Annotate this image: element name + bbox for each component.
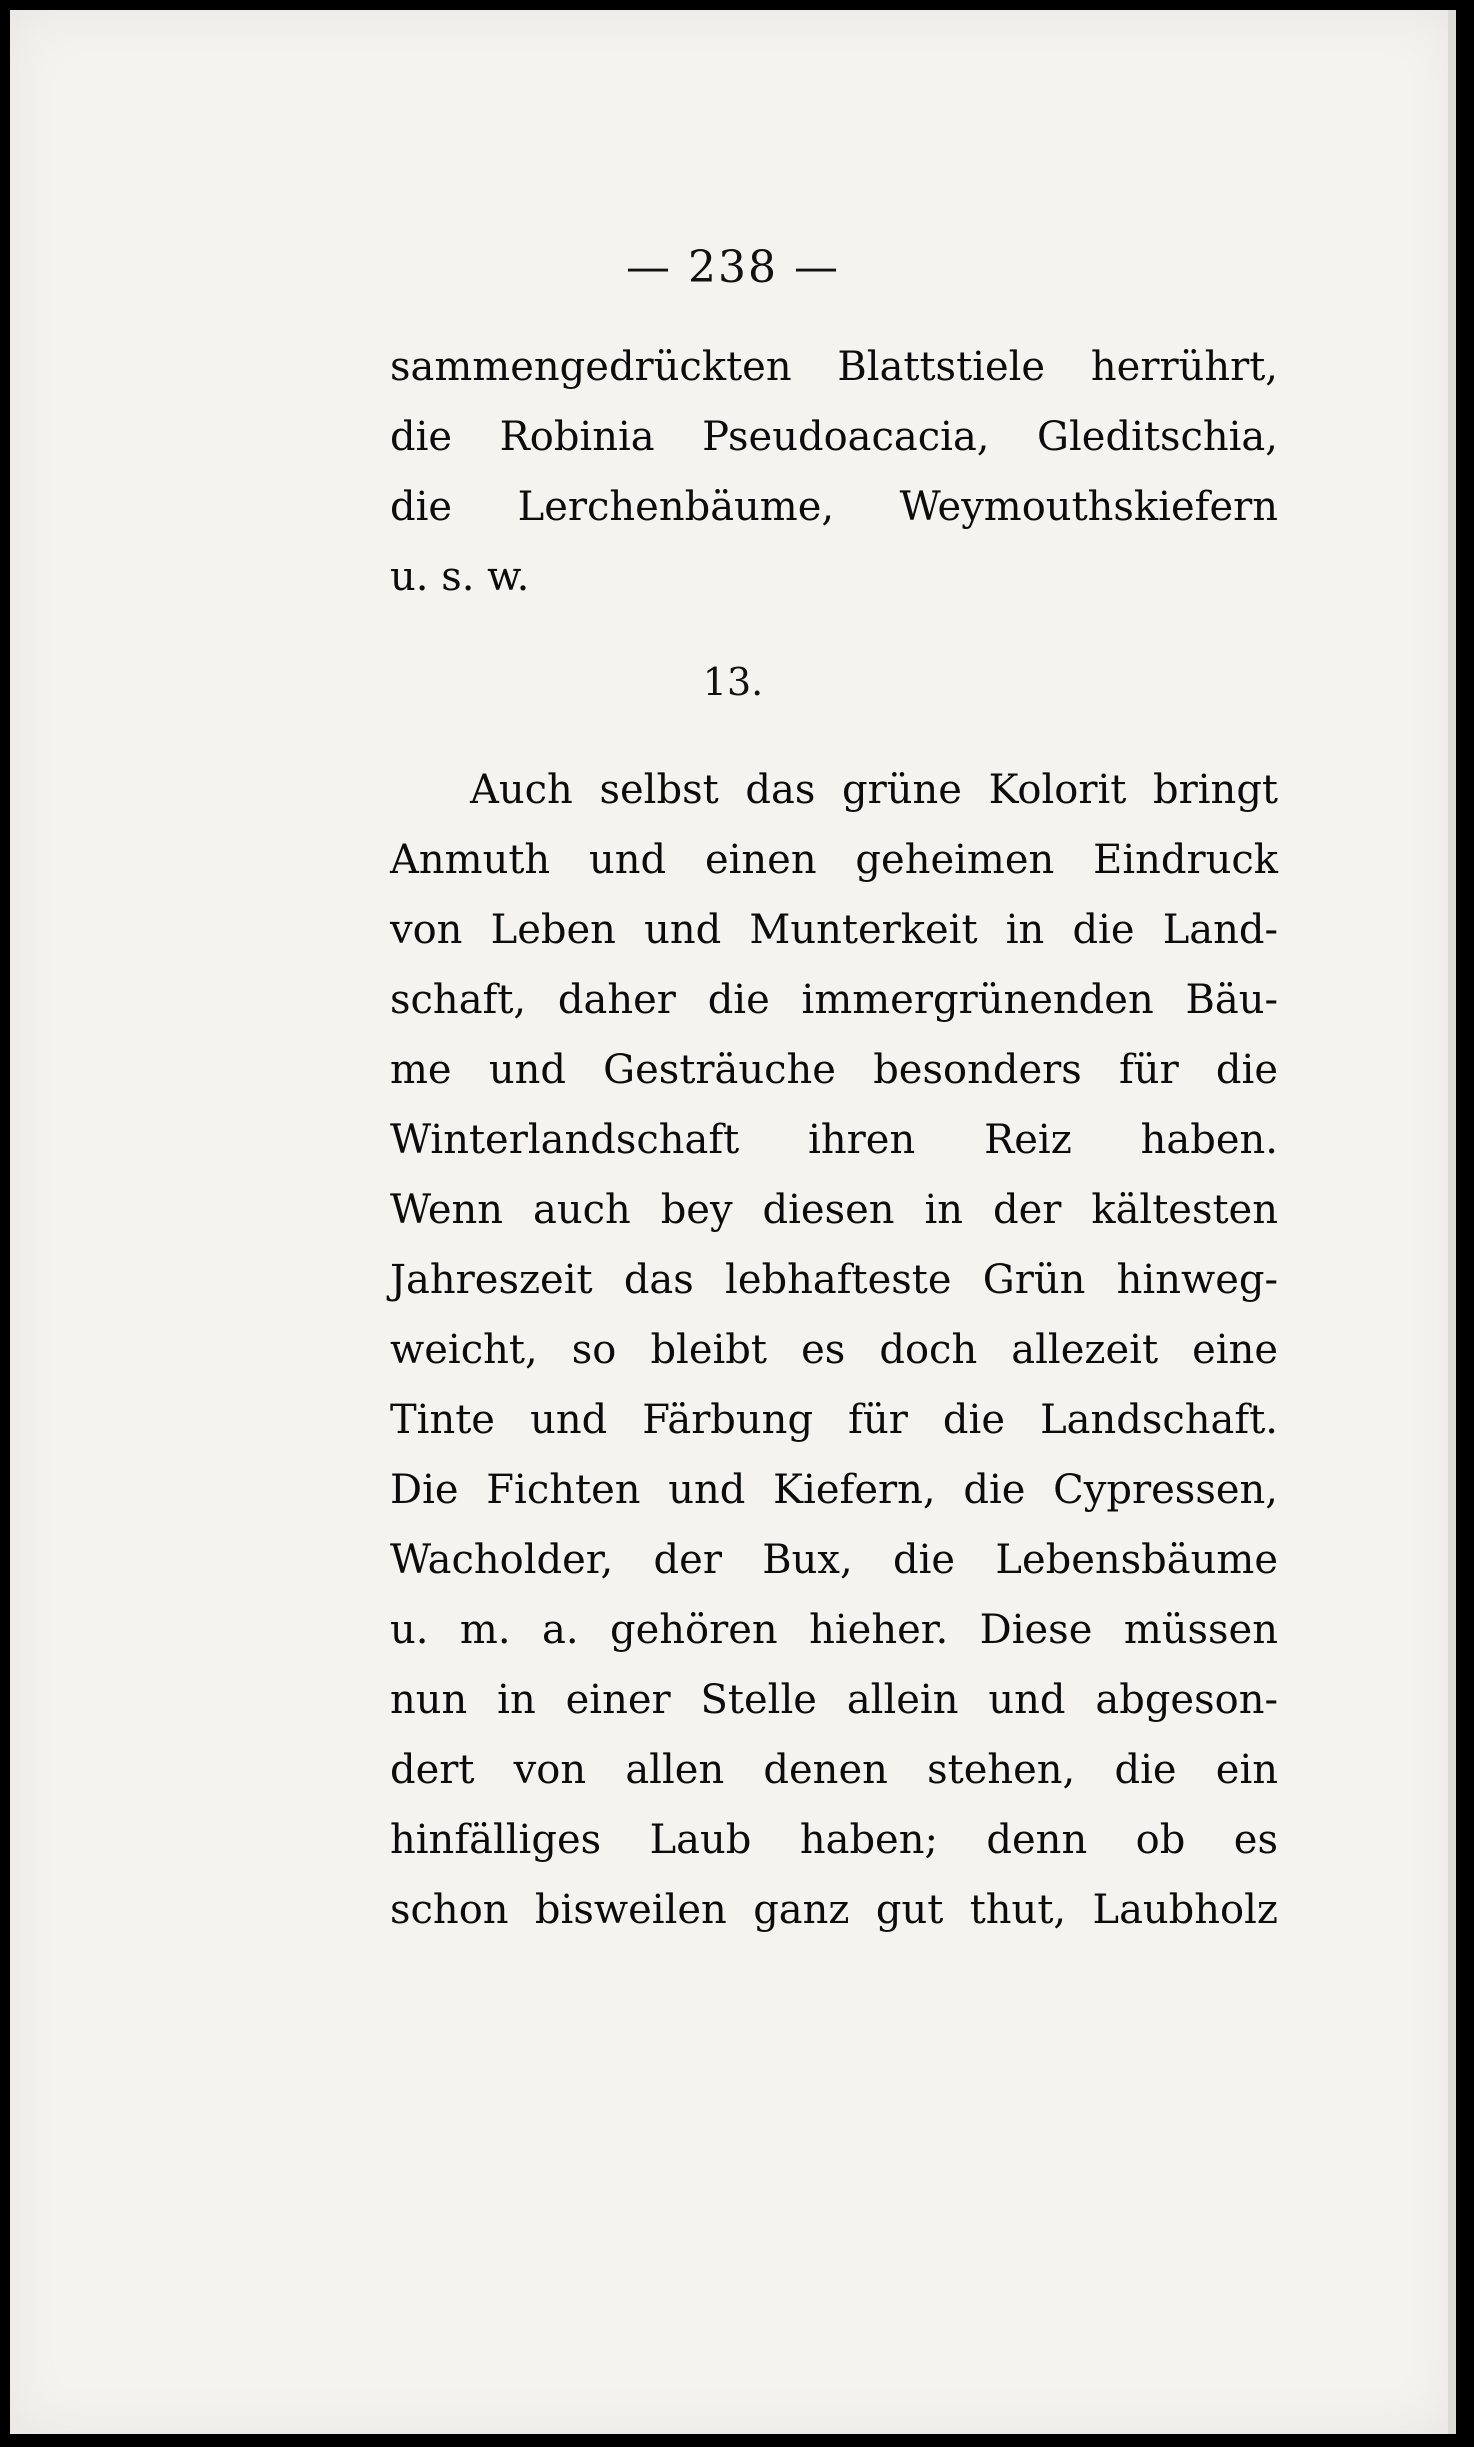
text-line: Anmuth und einen geheimen Eindruck [390, 837, 1278, 883]
text-line: u. m. a. gehören hieher. Diese müssen [390, 1607, 1278, 1653]
text-line: dert von allen denen stehen, die ein [390, 1747, 1278, 1793]
continued-paragraph [390, 332, 1278, 612]
text-line: von Leben und Munterkeit in die Land- [390, 907, 1278, 953]
text-line: Jahreszeit das lebhafteste Grün hinweg- [390, 1257, 1278, 1303]
text-line: die Lerchenbäume, Weymouthskiefern [390, 484, 1278, 530]
text-line: me und Gesträuche besonders für die [390, 1047, 1278, 1093]
text-line: u. s. w. [390, 554, 530, 600]
section-paragraph [390, 755, 1278, 1945]
page-number-header: — 238 — [626, 242, 840, 293]
text-line: Tinte und Färbung für die Landschaft. [390, 1397, 1278, 1443]
text-line: Auch selbst das grüne Kolorit bringt [470, 767, 1278, 813]
text-line: hinfälliges Laub haben; denn ob es [390, 1817, 1278, 1863]
text-line: schon bisweilen ganz gut thut, Laubholz [390, 1887, 1278, 1933]
text-line: Wenn auch bey diesen in der kältesten [390, 1187, 1278, 1233]
text-line: Wacholder, der Bux, die Lebensbäume [390, 1537, 1278, 1583]
text-line: schaft, daher die immergrünenden Bäu- [390, 977, 1278, 1023]
text-line: die Robinia Pseudoacacia, Gleditschia, [390, 414, 1278, 460]
text-line: sammengedrückten Blattstiele herrührt, [390, 344, 1278, 390]
text-line: nun in einer Stelle allein und abgeson- [390, 1677, 1278, 1723]
page-edge [1448, 10, 1456, 2434]
section-number: 13. [702, 660, 764, 704]
text-line: weicht, so bleibt es doch allezeit eine [390, 1327, 1278, 1373]
book-page [10, 10, 1456, 2434]
text-line: Winterlandschaft ihren Reiz haben. [390, 1117, 1278, 1163]
text-line: Die Fichten und Kiefern, die Cypressen, [390, 1467, 1278, 1513]
